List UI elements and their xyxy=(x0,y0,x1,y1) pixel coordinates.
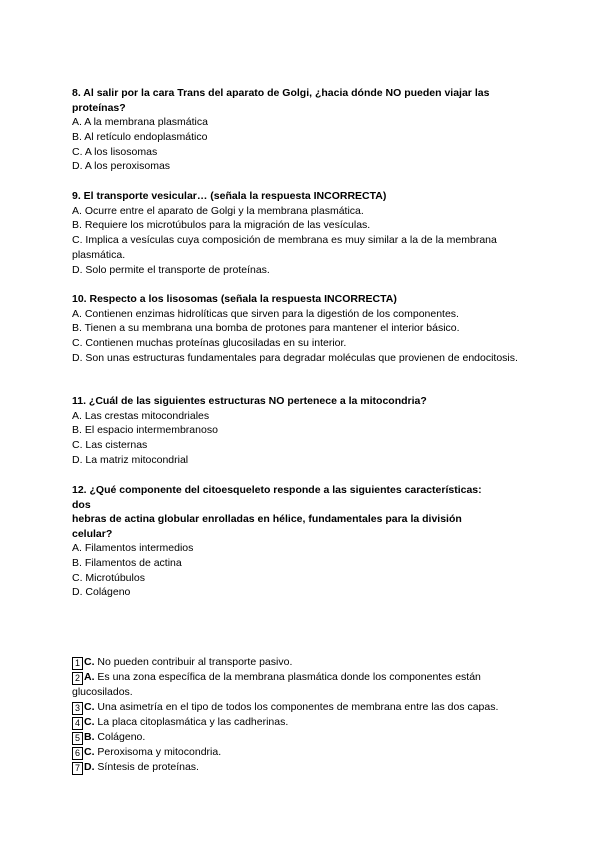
answer-item xyxy=(72,670,534,700)
option-d: D. Colágeno xyxy=(72,586,131,599)
option-c: C. A los lisosomas xyxy=(72,145,158,158)
answer-letter: A. xyxy=(84,671,95,683)
answer-number: 3 xyxy=(72,702,83,715)
option-b: B. El espacio intermembranoso xyxy=(72,424,218,437)
option-a: A. Ocurre entre el aparato de Golgi y la membrana plasmática. xyxy=(72,204,364,217)
answer-text: No pueden contribuir al transporte pasivo. xyxy=(94,656,293,668)
option-d: D. La matriz mitocondrial xyxy=(72,453,189,466)
answer-text: Colágeno. xyxy=(94,730,146,743)
option-c: C. Microtúbulos xyxy=(72,571,145,584)
answer-number: 2 xyxy=(72,672,83,685)
question-title-line-1: 12. ¿Qué componente del citoesqueleto responde a las siguientes características: xyxy=(72,484,482,496)
answer-letter: C. xyxy=(84,656,95,668)
question-title-line-4: celular? xyxy=(72,527,113,540)
answer-number: 6 xyxy=(72,747,83,760)
answer-letter: C. xyxy=(84,715,95,728)
answer-text: La placa citoplasmática y las cadherinas. xyxy=(94,715,289,728)
answer-number: 4 xyxy=(72,717,83,730)
option-b: B. Al retículo endoplasmático xyxy=(72,130,208,143)
question-12 xyxy=(72,483,532,600)
answer-key xyxy=(72,655,534,775)
option-a: A. A la membrana plasmática xyxy=(72,116,208,128)
answer-number: 7 xyxy=(72,762,83,775)
option-d: D. Son unas estructuras fundamentales para degradar moléculas que provienen de endocitosis. xyxy=(72,351,518,364)
option-d: D. A los peroxisomas xyxy=(72,160,171,173)
option-c: C. Implica a vesículas cuya composición de membrana es muy similar a la de la membrana plasmática. xyxy=(72,234,497,261)
question-11 xyxy=(72,394,532,468)
answer-text: Síntesis de proteínas. xyxy=(94,760,199,773)
answer-item xyxy=(72,715,534,730)
option-b: B. Tienen a su membrana una bomba de protones para mantener el interior básico. xyxy=(72,322,460,335)
answer-number: 1 xyxy=(72,657,83,670)
answer-letter: D. xyxy=(84,760,95,773)
question-10 xyxy=(72,292,532,366)
answer-letter: B. xyxy=(84,730,95,743)
question-title: 11. ¿Cuál de las siguientes estructuras NO pertenece a la mitocondria? xyxy=(72,395,427,407)
answer-text: Es una zona específica de la membrana plasmática donde los componentes están glucosilados. xyxy=(72,671,481,698)
option-b: B. Filamentos de actina xyxy=(72,556,182,569)
option-c: C. Las cisternas xyxy=(72,439,148,452)
option-b: B. Requiere los microtúbulos para la migración de las vesículas. xyxy=(72,219,371,232)
question-title-line-3: hebras de actina globular enrolladas en hélice, fundamentales para la división xyxy=(72,513,462,525)
answer-text: Peroxisoma y mitocondria. xyxy=(94,745,222,758)
answer-letter: C. xyxy=(84,700,95,713)
answer-text: Una asimetría en el tipo de todos los componentes de membrana entre las dos capas. xyxy=(94,700,499,713)
option-d: D. Solo permite el transporte de proteínas. xyxy=(72,263,270,276)
question-title: 10. Respecto a los lisosomas (señala la respuesta INCORRECTA) xyxy=(72,293,397,305)
question-title: 9. El transporte vesicular… (señala la respuesta INCORRECTA) xyxy=(72,190,387,202)
answer-item xyxy=(72,745,534,760)
answer-item xyxy=(72,700,534,715)
question-9 xyxy=(72,189,532,277)
question-title: 8. Al salir por la cara Trans del aparato de Golgi, ¿hacia dónde NO pueden viajar las proteínas? xyxy=(72,87,490,114)
question-title-line-2: dos xyxy=(72,498,91,511)
option-a: A. Contienen enzimas hidrolíticas que sirven para la digestión de los componentes. xyxy=(72,307,459,320)
answer-number: 5 xyxy=(72,732,83,745)
answer-item xyxy=(72,760,534,775)
answer-item xyxy=(72,730,534,745)
question-8 xyxy=(72,86,532,174)
option-a: A. Filamentos intermedios xyxy=(72,542,194,554)
option-c: C. Contienen muchas proteínas glucosiladas en su interior. xyxy=(72,337,347,350)
answer-letter: C. xyxy=(84,745,95,758)
answer-item xyxy=(72,655,534,670)
option-a: A. Las crestas mitocondriales xyxy=(72,409,210,422)
